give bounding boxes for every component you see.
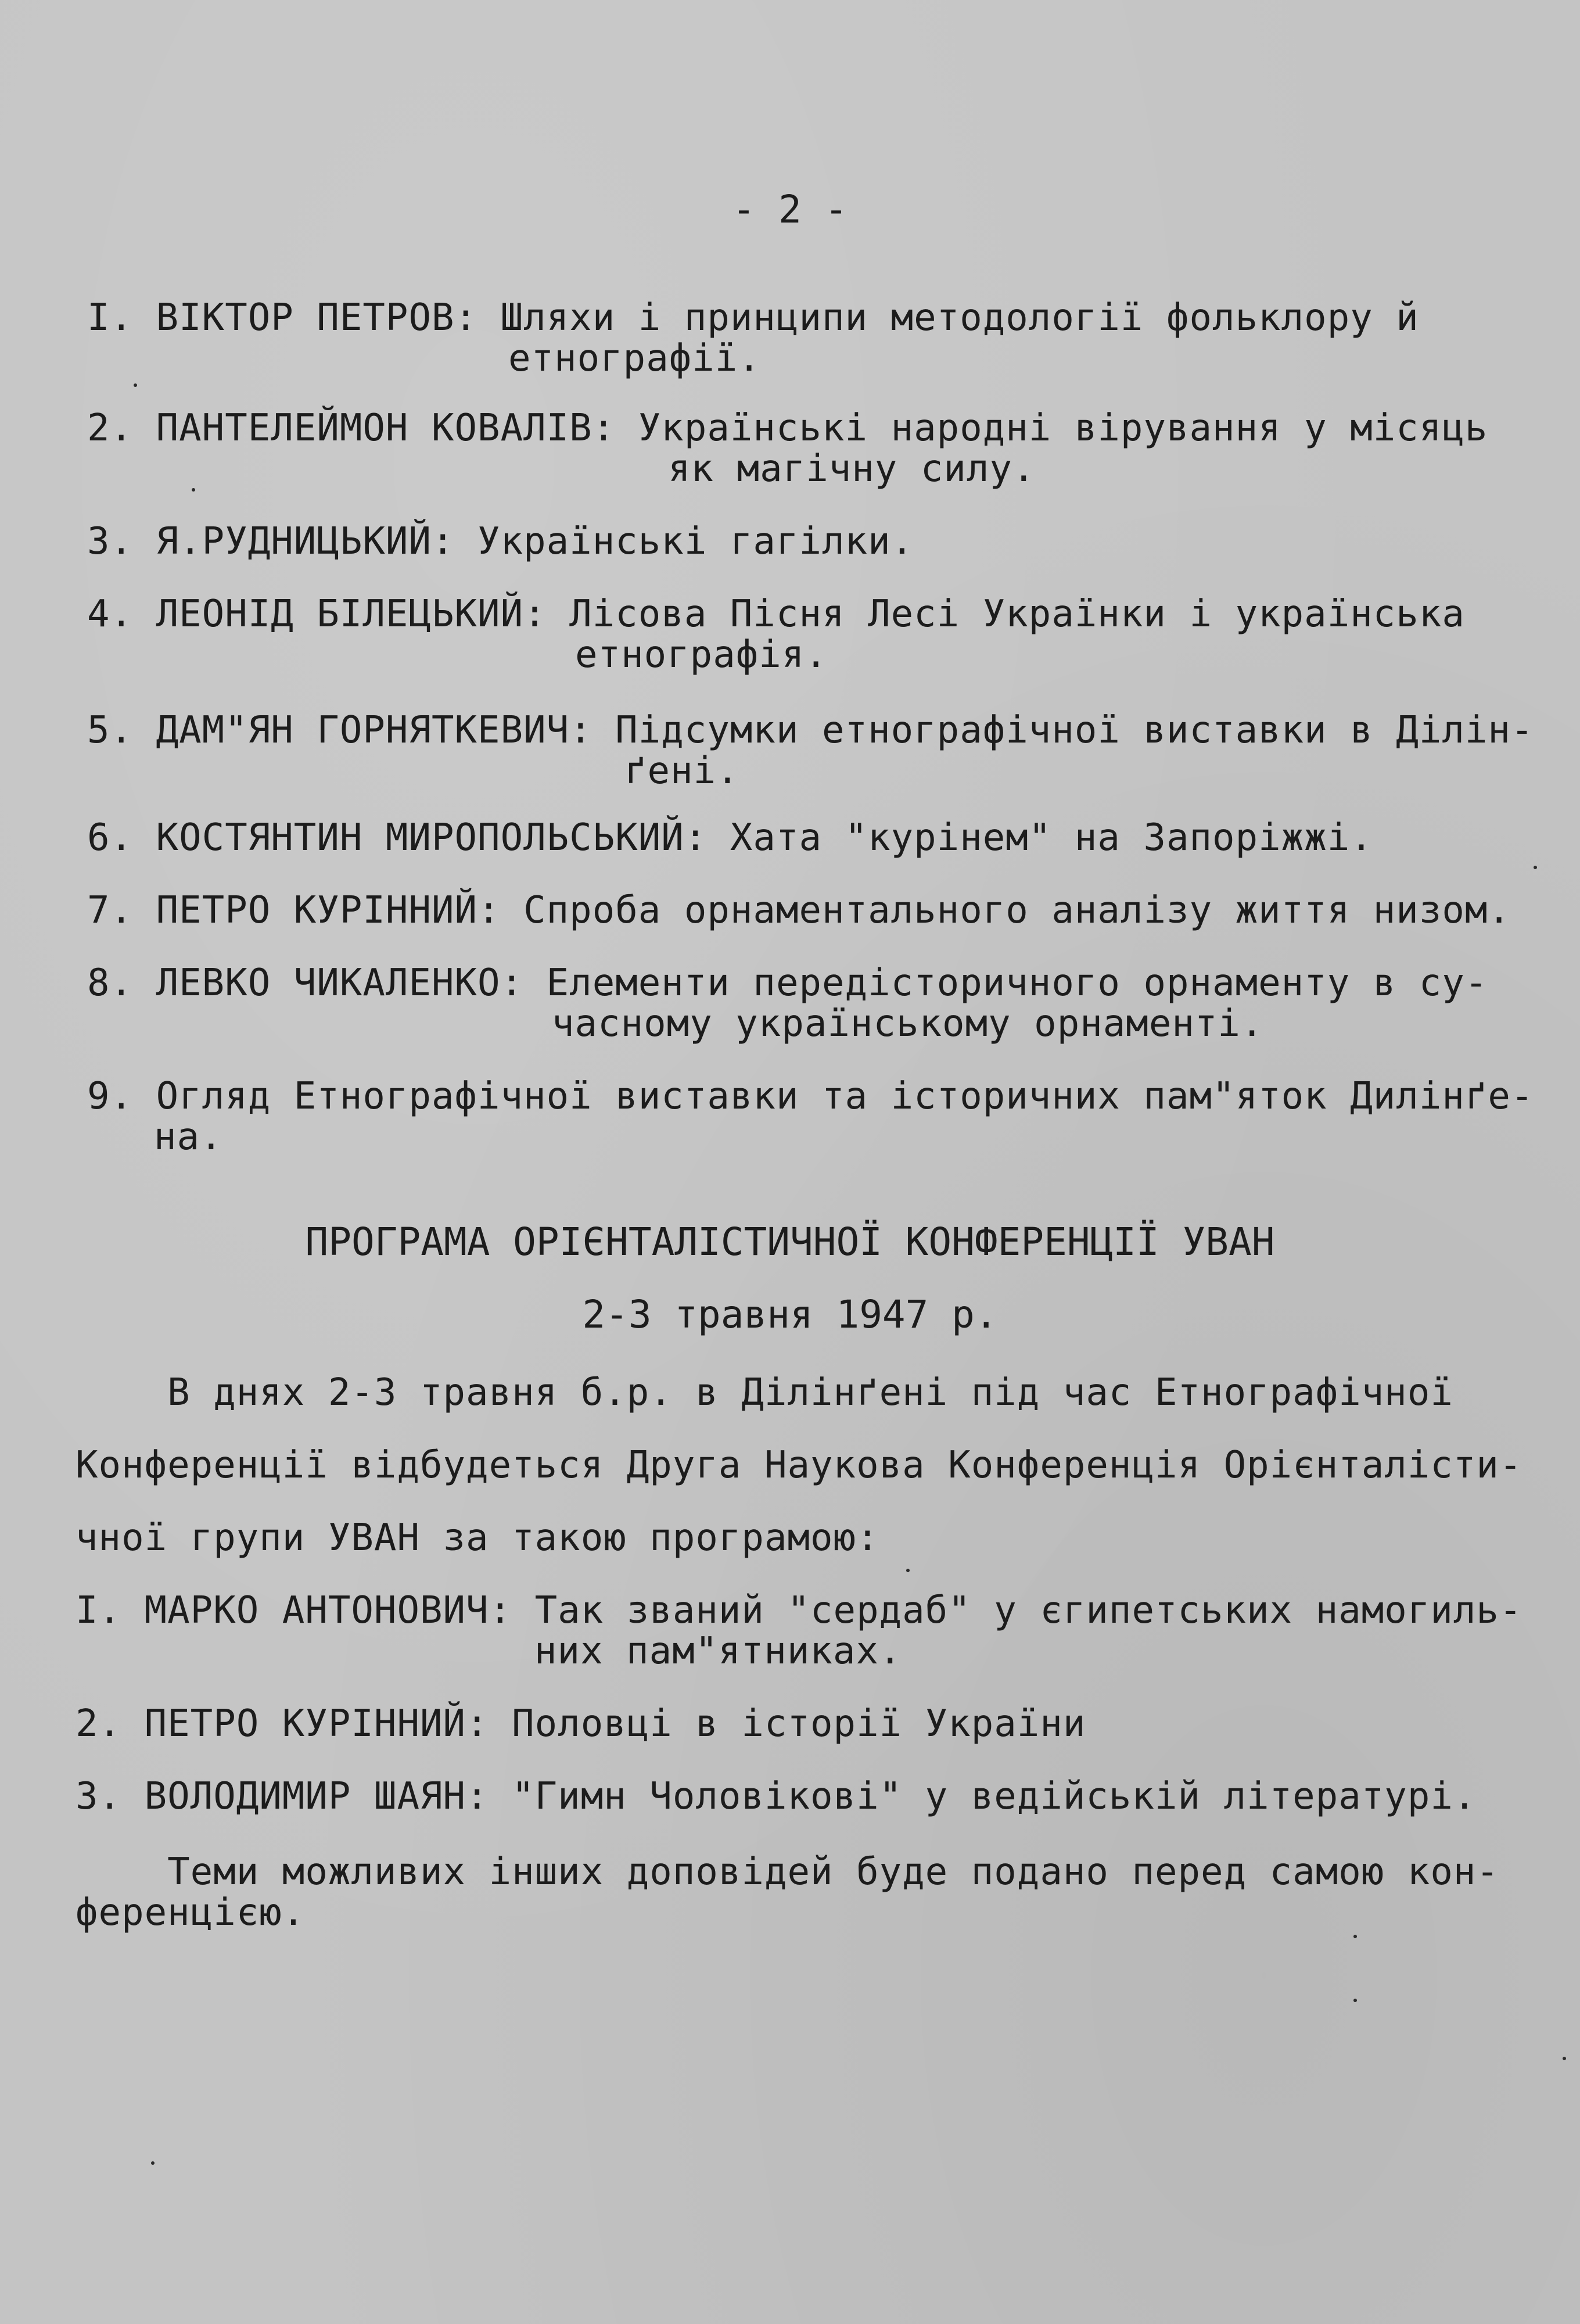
- item-title: Елементи передісторичного орнаменту в су-: [546, 962, 1488, 1005]
- item-title: "Гимн Чоловікові" у ведійській літературі.: [512, 1775, 1477, 1818]
- item-title: Так званий "сердаб" у єгипетських намогиль-: [534, 1589, 1522, 1632]
- item-author: ВІКТОР ПЕТРОВ:: [156, 296, 478, 339]
- item-title: Українські народні вірування у місяць: [638, 407, 1488, 450]
- item-title: Половці в історії України: [512, 1702, 1086, 1745]
- conference-date: 2-3 травня 1947 р.: [582, 1292, 998, 1337]
- item-author: Я.РУДНИЦЬКИЙ:: [156, 520, 455, 563]
- item-author: ПЕТРО КУРІННИЙ:: [144, 1702, 489, 1745]
- closing-line: Теми можливих інших доповідей буде подано перед самою кон-: [76, 1850, 1499, 1893]
- paragraph-line: чної групи УВАН за такою програмою:: [76, 1516, 879, 1559]
- item-title-continuation: як магічну силу.: [668, 447, 1036, 490]
- conference-heading: ПРОГРАМА ОРІЄНТАЛІСТИЧНОЇ КОНФЕРЕНЦІЇ УВАН: [305, 1220, 1275, 1264]
- list-item: [87, 407, 1488, 450]
- list-item: [87, 520, 914, 563]
- item-title-continuation: етнографія.: [575, 633, 828, 676]
- item-number: 3.: [76, 1775, 122, 1818]
- list-item: [76, 1775, 1477, 1818]
- item-number: 7.: [87, 889, 134, 932]
- list-item: [87, 816, 1373, 859]
- item-title-continuation: них пам"ятниках.: [534, 1630, 902, 1673]
- item-title: Шляхи і принципи методології фольклору й: [500, 296, 1419, 339]
- item-author: ЛЕОНІД БІЛЕЦЬКИЙ:: [156, 593, 547, 636]
- item-number: 4.: [87, 593, 134, 636]
- ink-speck: [134, 383, 137, 387]
- item-author: КОСТЯНТИН МИРОПОЛЬСЬКИЙ:: [156, 816, 708, 859]
- item-number: I.: [87, 296, 134, 339]
- item-author: МАРКО АНТОНОВИЧ:: [144, 1589, 512, 1632]
- ink-speck: [1353, 1999, 1357, 2002]
- item-author: ВОЛОДИМИР ШАЯН:: [144, 1775, 489, 1818]
- item-title: Лісова Пісня Лесі Українки і українська: [569, 593, 1465, 636]
- item-title-continuation: етнографії.: [508, 337, 761, 380]
- item-title: Українські гагілки.: [477, 520, 914, 563]
- paragraph-line: Конференції відбудеться Друга Наукова Конференція Орієнталісти-: [76, 1444, 1522, 1487]
- item-number: 9.: [87, 1075, 134, 1118]
- ink-speck: [906, 1569, 910, 1572]
- list-item: [87, 593, 1465, 636]
- item-title-continuation: на.: [154, 1116, 223, 1159]
- ink-speck: [1534, 866, 1537, 869]
- paragraph-line: В днях 2-3 травня б.р. в Ділінґені під час Етнографічної: [76, 1371, 1453, 1414]
- item-author: ПАНТЕЛЕЙМОН КОВАЛІВ:: [156, 407, 616, 450]
- list-item: [87, 1075, 1534, 1118]
- list-item: [87, 889, 1511, 932]
- item-title: Огляд Етнографічної виставки та історичних пам"яток Дилінґе-: [156, 1075, 1534, 1118]
- item-title: Спроба орнаментального аналізу життя низом.: [523, 889, 1511, 932]
- item-number: 8.: [87, 962, 134, 1005]
- item-number: 6.: [87, 816, 134, 859]
- closing-line: ференцією.: [76, 1891, 306, 1934]
- item-title: Хата "курінем" на Запоріжжі.: [730, 816, 1373, 859]
- item-author: ДАМ"ЯН ГОРНЯТКЕВИЧ:: [156, 709, 592, 752]
- ink-speck: [1353, 1935, 1357, 1938]
- ink-speck: [1563, 2057, 1566, 2060]
- list-item: [76, 1702, 1086, 1745]
- item-author: ПЕТРО КУРІННИЙ:: [156, 889, 501, 932]
- list-item: [87, 296, 1419, 339]
- list-item: [87, 709, 1534, 752]
- item-title-continuation: ґені.: [624, 749, 739, 792]
- page-number: - 2 -: [732, 187, 848, 232]
- item-number: I.: [76, 1589, 122, 1632]
- item-number: 5.: [87, 709, 134, 752]
- list-item: [76, 1589, 1522, 1632]
- item-number: 2.: [87, 407, 134, 450]
- ink-speck: [192, 488, 195, 492]
- item-author: ЛЕВКО ЧИКАЛЕНКО:: [156, 962, 524, 1005]
- item-title-continuation: часному українському орнаменті.: [552, 1002, 1264, 1045]
- ink-speck: [151, 2161, 155, 2165]
- item-number: 3.: [87, 520, 134, 563]
- list-item: [87, 962, 1488, 1005]
- item-number: 2.: [76, 1702, 122, 1745]
- item-title: Підсумки етнографічної виставки в Ділін-: [615, 709, 1534, 752]
